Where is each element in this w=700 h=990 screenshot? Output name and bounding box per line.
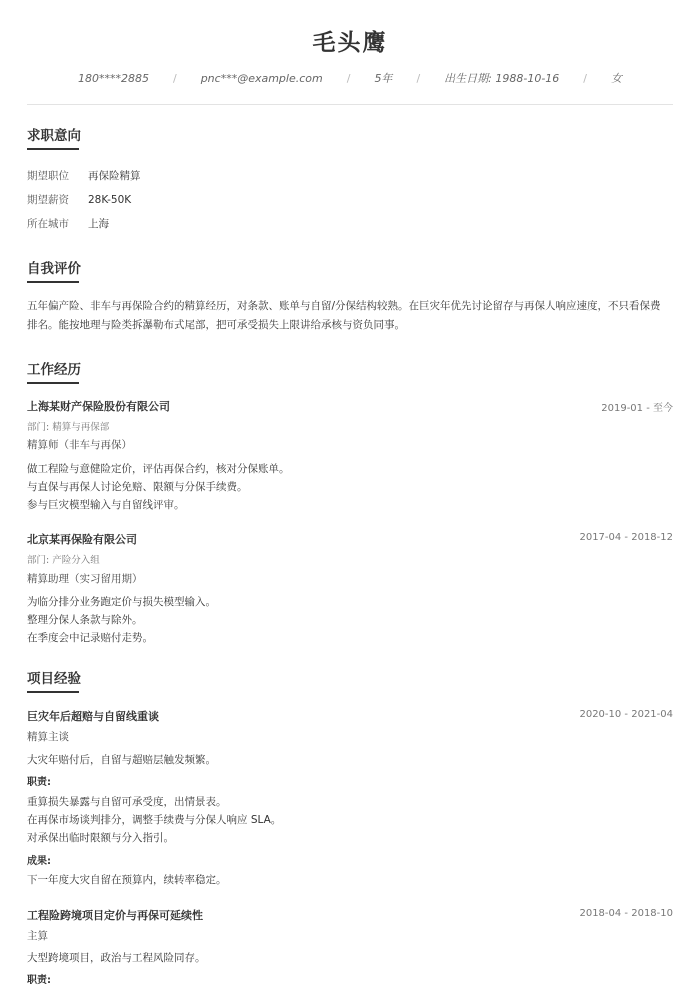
experience-years: 5年: [374, 72, 393, 85]
results-label: 成果:: [27, 856, 51, 867]
intent-row: [27, 216, 109, 231]
birth-date: 出生日期: 1988-10-16: [444, 72, 560, 85]
project-name: 工程险跨境项目定价与再保可延续性: [27, 909, 203, 922]
separator: /: [172, 71, 177, 85]
paragraph-line: 排名。能按地理与险类拆瀑勒布式尾部，把可承受损失上限讲给承核与资负同事。: [27, 319, 405, 331]
date-range: 2017-04 - 2018-12: [579, 532, 673, 543]
section-title-projects: 项目经验: [27, 671, 81, 687]
email: pnc***@example.com: [200, 71, 323, 85]
result-line: 下一年度大灾自留在预算内，续转率稳定。: [27, 874, 227, 886]
section-title-self: 自我评价: [27, 261, 81, 277]
section-underline: [27, 148, 79, 150]
duty-line: 与直保与再保人讨论免赔、限额与分保手续费。: [27, 481, 248, 493]
intent-value: 28K-50K: [88, 194, 132, 206]
duties-label: 职责:: [27, 975, 51, 986]
project-role: 主算: [27, 930, 48, 942]
gender: 女: [611, 72, 623, 85]
duty-line: 做工程险与意健险定价，评估再保合约，核对分保账单。: [27, 463, 290, 475]
company-name: 北京某再保险有限公司: [27, 533, 137, 546]
duties-label: 职责:: [27, 777, 51, 788]
duty-line: 在再保市场谈判排分，调整手续费与分保人响应 SLA。: [27, 814, 282, 826]
candidate-name: 毛头鹰: [312, 30, 388, 56]
duty-line: 在季度会中记录赔付走势。: [27, 632, 153, 644]
section-underline: [27, 691, 79, 693]
phone: 180****2885: [77, 71, 149, 85]
intent-row: [27, 192, 131, 207]
contact-bar: [0, 70, 700, 86]
separator: /: [583, 71, 588, 85]
duty-line: 重算损失暴露与自留可承受度，出情景表。: [27, 796, 227, 808]
separator: /: [346, 71, 351, 85]
project-description: 大灾年赔付后，自留与超赔层触发频繁。: [27, 754, 216, 766]
company-name: 上海某财产保险股份有限公司: [27, 400, 170, 413]
duty-line: 为临分排分业务跑定价与损失模型输入。: [27, 596, 216, 608]
section-underline: [27, 382, 79, 384]
intent-label: 所在城市: [27, 218, 69, 230]
intent-row: [27, 168, 141, 183]
intent-label: 期望薪资: [27, 194, 69, 206]
project-description: 大型跨境项目，政治与工程风险同存。: [27, 952, 206, 964]
department: 部门: 产险分入组: [27, 555, 100, 566]
duty-line: 参与巨灾模型输入与自留线评审。: [27, 499, 185, 511]
paragraph-line: 五年偏产险、非车与再保险合约的精算经历，对条款、账单与自留/分保结构较熟。在巨灾年优先讨论留存与再保人响应速度，不只看保费: [27, 300, 661, 312]
project-role: 精算主谈: [27, 731, 69, 743]
intent-value: 上海: [88, 218, 109, 230]
date-range: 2020-10 - 2021-04: [579, 709, 673, 720]
duty-line: 整理分保人条款与除外。: [27, 614, 143, 626]
separator: /: [416, 71, 421, 85]
department: 部门: 精算与再保部: [27, 422, 110, 433]
self-evaluation: [27, 297, 677, 335]
section-title-work: 工作经历: [27, 362, 81, 378]
job-title: 精算助理（实习留用期）: [27, 573, 143, 585]
date-range: 2019-01 - 至今: [601, 403, 673, 414]
job-title: 精算师（非车与再保）: [27, 439, 132, 451]
section-title-intent: 求职意向: [27, 128, 81, 144]
intent-label: 期望职位: [27, 170, 69, 182]
duty-line: 对承保出临时限额与分入指引。: [27, 832, 174, 844]
header-divider: [27, 104, 673, 105]
intent-value: 再保险精算: [88, 170, 141, 182]
project-name: 巨灾年后超赔与自留线重谈: [27, 710, 159, 723]
section-underline: [27, 281, 79, 283]
date-range: 2018-04 - 2018-10: [579, 908, 673, 919]
